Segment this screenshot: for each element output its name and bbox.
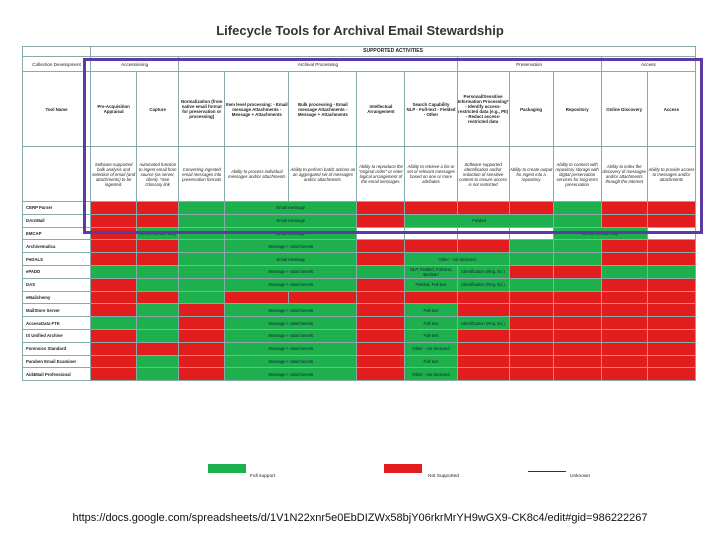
cell-supported-note: Message + attachments bbox=[225, 329, 357, 342]
cell-supported bbox=[553, 240, 601, 253]
cell-not-supported bbox=[179, 329, 225, 342]
cell-not-supported bbox=[179, 355, 225, 368]
cell-not-supported bbox=[553, 355, 601, 368]
cell-supported-note: Fielded, Full-text bbox=[405, 278, 457, 291]
cell-not-supported bbox=[179, 304, 225, 317]
cell-not-supported bbox=[357, 368, 405, 381]
cap-personal-title: Personal/Sensitive Information Processing* bbox=[457, 94, 509, 104]
cell-supported-note: Message + attachments bbox=[225, 368, 357, 381]
cell-supported-note: Full-text bbox=[405, 317, 457, 330]
capability-description: Ability to connect with repository storage with digital preservation services for long-term preservation bbox=[553, 147, 601, 202]
cell-not-supported bbox=[553, 329, 601, 342]
capability-description: Converting ingested email messages into preservation formats bbox=[179, 147, 225, 202]
cap-intellectual: Intellectual Arrangement bbox=[357, 72, 405, 147]
table-row bbox=[23, 317, 696, 330]
cell-not-supported bbox=[91, 355, 137, 368]
category-archival-processing: Archival Processing bbox=[179, 57, 457, 72]
cell-supported bbox=[91, 317, 137, 330]
cell-supported bbox=[509, 253, 553, 266]
capability-description: Ability to reproduce the "original order" or enter logical arrangement of the email messages. bbox=[357, 147, 405, 202]
capability-description: Ability to provide access to messages and/or attachments bbox=[647, 147, 695, 202]
cell-not-supported bbox=[553, 342, 601, 355]
cell-supported bbox=[137, 304, 179, 317]
tool-name: IS Unified Archive bbox=[23, 329, 91, 342]
cap-online-discovery: Online Discovery bbox=[601, 72, 647, 147]
cell-not-supported bbox=[601, 304, 647, 317]
cell-not-supported bbox=[509, 265, 553, 278]
cell-supported bbox=[179, 278, 225, 291]
cell-not-supported bbox=[509, 355, 553, 368]
table-row bbox=[23, 253, 696, 266]
cap-search-title: Search Capability bbox=[412, 101, 450, 107]
cell-supported bbox=[179, 240, 225, 253]
cell-not-supported bbox=[509, 368, 553, 381]
table-row bbox=[23, 278, 696, 291]
tool-name: Paraben Email Examiner bbox=[23, 355, 91, 368]
cell-not-supported bbox=[405, 240, 457, 253]
cell-supported-note: Fielded bbox=[405, 214, 553, 227]
cell-not-supported bbox=[647, 278, 695, 291]
cell-not-supported bbox=[509, 342, 553, 355]
cap-item-level: Item level processing: - Email message Attachments - Message + Attachments bbox=[225, 72, 289, 147]
cell-not-supported bbox=[137, 291, 179, 304]
capability-description: Software-supported bulk analysis and selection of email (and attachments) to be ingested. bbox=[91, 147, 137, 202]
cell-supported bbox=[357, 265, 405, 278]
capability-description: Ability to retrieve a list or set of relevant messages based on one or more attributes bbox=[405, 147, 457, 202]
cell-not-supported bbox=[91, 342, 137, 355]
cell-not-supported bbox=[601, 368, 647, 381]
cell-supported bbox=[509, 240, 553, 253]
tool-name: CERP Parser bbox=[23, 202, 91, 215]
cell-not-supported bbox=[647, 317, 695, 330]
table-row bbox=[23, 265, 696, 278]
cell-supported-note: Email message bbox=[225, 227, 357, 240]
cell-not-supported bbox=[179, 368, 225, 381]
description-blank bbox=[23, 147, 91, 202]
cell-not-supported bbox=[179, 317, 225, 330]
cell-not-supported bbox=[647, 368, 695, 381]
cell-not-supported bbox=[357, 240, 405, 253]
legend bbox=[208, 464, 628, 479]
cell-not-supported bbox=[357, 355, 405, 368]
cell-supported-note: Other - not declared bbox=[405, 253, 509, 266]
cell-not-supported bbox=[91, 291, 137, 304]
cell-not-supported bbox=[137, 253, 179, 266]
cell-supported bbox=[179, 265, 225, 278]
cell-not-supported bbox=[91, 304, 137, 317]
legend-full-support: Full support bbox=[250, 474, 276, 479]
cap-bulk: Bulk processing - Email message Attachments - Message + Attachments bbox=[289, 72, 357, 147]
tool-name: MailStore Server bbox=[23, 304, 91, 317]
cell-not-supported bbox=[647, 253, 695, 266]
cell-not-supported bbox=[357, 317, 405, 330]
cell-not-supported bbox=[91, 240, 137, 253]
legend-swatch-not bbox=[384, 464, 422, 473]
tool-name: Forensics Standard bbox=[23, 342, 91, 355]
table-row bbox=[23, 342, 696, 355]
legend-swatch-full bbox=[208, 464, 246, 473]
highlight-box bbox=[83, 58, 703, 234]
cap-capture: Capture bbox=[137, 72, 179, 147]
cell-not-supported bbox=[357, 253, 405, 266]
cell-not-supported bbox=[357, 278, 405, 291]
cell-not-supported bbox=[91, 278, 137, 291]
cell-not-supported bbox=[457, 329, 509, 342]
cell-not-supported bbox=[91, 368, 137, 381]
cell-supported bbox=[601, 265, 647, 278]
tool-name: eMailchemy bbox=[23, 291, 91, 304]
cell-not-supported bbox=[553, 291, 601, 304]
cell-not-supported bbox=[647, 291, 695, 304]
cell-supported bbox=[137, 355, 179, 368]
cell-supported-note: Other - not declared bbox=[405, 368, 457, 381]
cell-not-supported bbox=[289, 291, 357, 304]
tool-name: Archivematica bbox=[23, 240, 91, 253]
cell-not-supported bbox=[137, 342, 179, 355]
cell-not-supported bbox=[647, 240, 695, 253]
table-row bbox=[23, 304, 696, 317]
capability-description: Ability to perform batch actions on an aggregated set of messages and/or attachments. bbox=[289, 147, 357, 202]
legend-not-supported: Not Supported bbox=[428, 474, 459, 479]
cell-not-supported bbox=[509, 317, 553, 330]
cell-supported bbox=[91, 265, 137, 278]
capability-description: Ability to index the discovery of messages and/or attachments through the Internet bbox=[601, 147, 647, 202]
cell-not-supported bbox=[357, 291, 405, 304]
cell-not-supported bbox=[601, 291, 647, 304]
cell-supported bbox=[137, 368, 179, 381]
cell-supported bbox=[137, 278, 179, 291]
cell-supported-note: Full-text bbox=[405, 329, 457, 342]
cell-not-supported bbox=[647, 342, 695, 355]
capability-description: Ability to create output for ingest into a repository bbox=[509, 147, 553, 202]
cell-not-supported bbox=[457, 240, 509, 253]
cell-supported-note: Email message bbox=[225, 253, 357, 266]
cell-supported bbox=[553, 253, 601, 266]
tool-name: EMCAP bbox=[23, 227, 91, 240]
cell-not-supported bbox=[137, 240, 179, 253]
cell-supported bbox=[553, 278, 601, 291]
cell-not-supported bbox=[553, 317, 601, 330]
cap-packaging: Packaging bbox=[509, 72, 553, 147]
capability-description: Ability to process individual messages and/or attachments bbox=[225, 147, 289, 202]
legend-unknown: Unknown bbox=[570, 474, 590, 479]
source-url: https://docs.google.com/spreadsheets/d/1V1N22xnr5e0EbDIZWx58bjY06rkrMrYH9wGX9-CK8c4/edit#gid=986222267 bbox=[72, 512, 648, 524]
category-access: Access bbox=[601, 57, 695, 72]
cell-not-supported bbox=[457, 304, 509, 317]
cell-supported-note: Server version only bbox=[553, 227, 647, 240]
cell-supported bbox=[137, 329, 179, 342]
tool-name: DAS bbox=[23, 278, 91, 291]
cell-supported-note: Message + attachments bbox=[225, 278, 357, 291]
cell-not-supported bbox=[601, 342, 647, 355]
cap-access: Access bbox=[647, 72, 695, 147]
cell-not-supported bbox=[647, 304, 695, 317]
cell-supported bbox=[179, 253, 225, 266]
cap-pre-acquisition: Pre-Acquisition Appraisal bbox=[91, 72, 137, 147]
cell-supported-note: Full-text bbox=[405, 355, 457, 368]
cell-supported-note: Other - not declared bbox=[405, 342, 457, 355]
cell-not-supported bbox=[457, 368, 509, 381]
cell-supported-note: Identification (Reg. Ex.) bbox=[457, 265, 509, 278]
cap-personal-items: - Identify access-restricted data (e.g., PII) - Redact access-restricted data bbox=[458, 104, 508, 124]
tool-name: DArcMail bbox=[23, 214, 91, 227]
cell-not-supported bbox=[601, 355, 647, 368]
cell-not-supported bbox=[601, 329, 647, 342]
cell-not-supported bbox=[553, 368, 601, 381]
legend-swatch-unknown bbox=[528, 464, 566, 472]
cell-not-supported bbox=[647, 355, 695, 368]
cell-supported bbox=[137, 317, 179, 330]
cell-supported-note: Email message bbox=[225, 202, 357, 215]
cell-supported-note: Message + attachments bbox=[225, 265, 357, 278]
cap-repository: Repository bbox=[553, 72, 601, 147]
cell-supported-note: Email message bbox=[225, 214, 357, 227]
cell-not-supported bbox=[647, 329, 695, 342]
cell-not-supported bbox=[509, 291, 553, 304]
cell-supported-note: Server Version Only bbox=[137, 227, 179, 240]
cell-supported bbox=[179, 291, 225, 304]
cell-not-supported bbox=[179, 342, 225, 355]
capability-description: Automated function to ingest email from source (as server, client). *See Glossary link bbox=[137, 147, 179, 202]
category-accessioning: Accessioning bbox=[91, 57, 179, 72]
cell-supported-note: Full-text bbox=[405, 304, 457, 317]
category-preservation: Preservation bbox=[457, 57, 601, 72]
capability-description: Software-supported identification and/or redaction of sensitive content to ensure access is not restricted bbox=[457, 147, 509, 202]
cell-not-supported bbox=[553, 304, 601, 317]
cell-not-supported bbox=[457, 342, 509, 355]
cell-supported-note: Message + attachments bbox=[225, 317, 357, 330]
cell-not-supported bbox=[357, 342, 405, 355]
cap-search-items: NLP - Full-text - Fielded - Other bbox=[406, 106, 456, 117]
tool-name-header: Tool Name bbox=[23, 72, 91, 147]
cell-not-supported bbox=[457, 291, 509, 304]
cell-not-supported bbox=[225, 291, 289, 304]
cell-not-supported bbox=[91, 329, 137, 342]
cell-supported-note: Message + attachments bbox=[225, 355, 357, 368]
cell-not-supported bbox=[601, 240, 647, 253]
cell-supported-note: Message + attachments bbox=[225, 342, 357, 355]
cell-supported-note: Identification (Reg. Ex.) bbox=[457, 317, 509, 330]
cell-supported bbox=[509, 278, 553, 291]
cell-not-supported bbox=[357, 304, 405, 317]
tool-name: Aid4Mail Professional bbox=[23, 368, 91, 381]
category-collection-development: Collection Development bbox=[23, 57, 91, 72]
cell-not-supported bbox=[91, 253, 137, 266]
table-row bbox=[23, 368, 696, 381]
cell-supported-note: Message + attachments bbox=[225, 304, 357, 317]
supported-activities-header: SUPPORTED ACTIVITIES bbox=[91, 47, 696, 57]
cell-not-supported bbox=[357, 329, 405, 342]
corner-cell bbox=[23, 47, 91, 57]
tool-name: PeDALS bbox=[23, 253, 91, 266]
tool-name: ePADD bbox=[23, 265, 91, 278]
cell-not-supported bbox=[457, 355, 509, 368]
cell-not-supported bbox=[405, 291, 457, 304]
document-title: Lifecycle Tools for Archival Email Stewardship bbox=[216, 23, 504, 38]
cell-supported bbox=[647, 265, 695, 278]
cell-not-supported bbox=[553, 265, 601, 278]
cell-not-supported bbox=[509, 304, 553, 317]
cell-supported bbox=[137, 265, 179, 278]
table-row bbox=[23, 355, 696, 368]
table-row bbox=[23, 240, 696, 253]
cell-not-supported bbox=[509, 329, 553, 342]
cell-not-supported bbox=[601, 317, 647, 330]
cell-not-supported bbox=[601, 278, 647, 291]
cell-supported-note: Message + attachments bbox=[225, 240, 357, 253]
table-row bbox=[23, 291, 696, 304]
cell-not-supported bbox=[601, 253, 647, 266]
table-row bbox=[23, 329, 696, 342]
cell-supported-note: Identification (Reg. Ex.) bbox=[457, 278, 509, 291]
tool-name: AccessData FTK bbox=[23, 317, 91, 330]
cap-normalization: Normalization (from native email format for preservation or processing) bbox=[179, 72, 225, 147]
cell-supported-note: NLP, Fielded, Full-text, Boolean bbox=[405, 265, 457, 278]
